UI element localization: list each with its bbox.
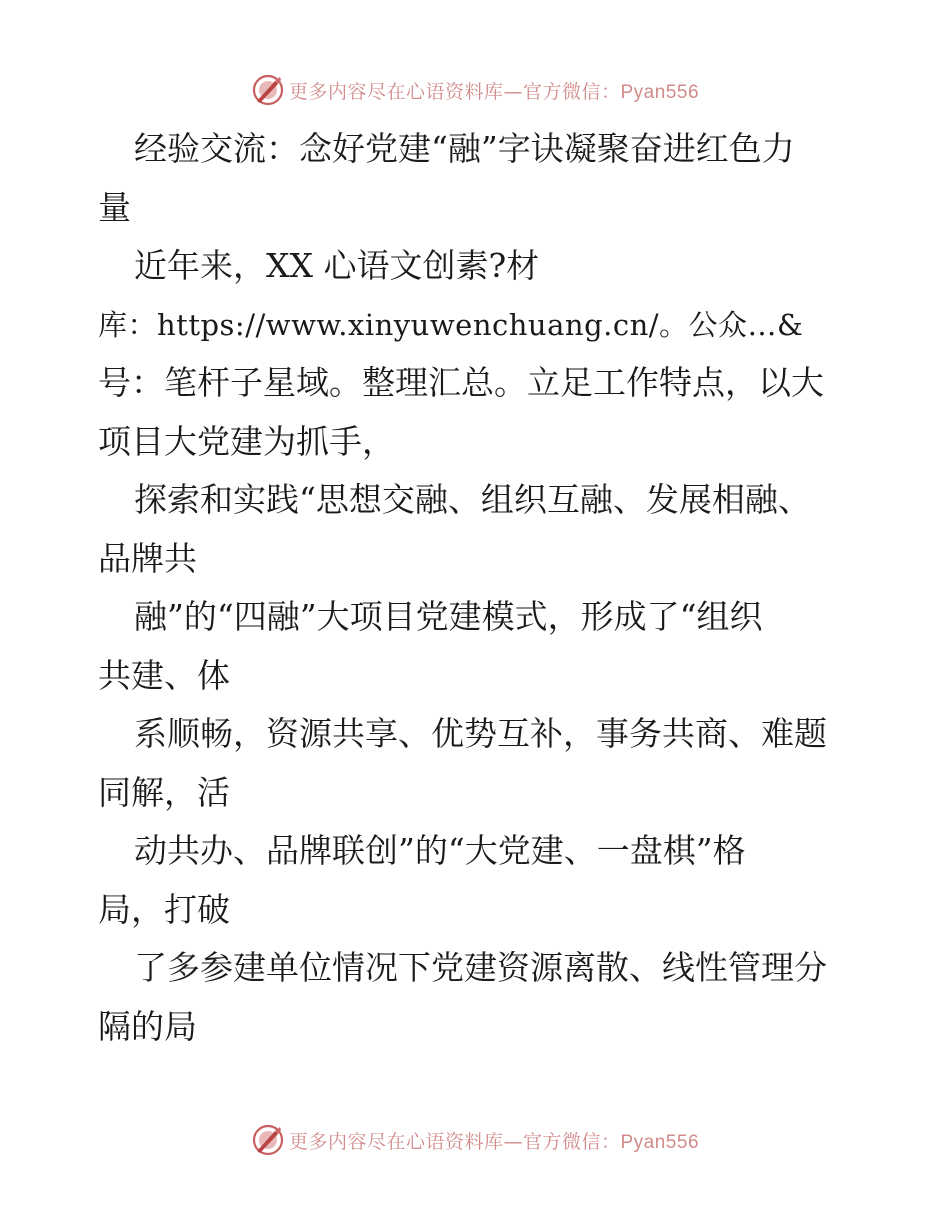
watermark-text: 更多内容尽在心语资料库—官方微信：Pyan556 [288, 1130, 700, 1153]
quill-pen-logo-icon [251, 73, 285, 107]
text-line: 动共办、品牌联创”的“大党建、一盘棋”格 [134, 831, 746, 870]
text-line: 品牌共 [98, 538, 197, 578]
text-line: 同解，活 [98, 772, 230, 812]
text-line: 了多参建单位情况下党建资源离散、线性管理分 [134, 948, 827, 987]
header-watermark [0, 70, 950, 110]
text-line: 库：https://www.xinyuwenchuang.cn/。公众…& [98, 307, 804, 342]
text-line: 融”的“四融”大项目党建模式，形成了“组织 [134, 597, 763, 636]
text-line: 隔的局 [98, 1006, 197, 1046]
text-line: 项目大党建为抓手， [98, 421, 395, 461]
document-body [98, 120, 858, 1056]
watermark-text: 更多内容尽在心语资料库—官方微信：Pyan556 [288, 80, 700, 103]
quill-pen-logo-icon [251, 1123, 285, 1157]
text-line: 号：笔杆子星域。整理汇总。立足工作特点，以大 [98, 363, 824, 402]
footer-watermark [0, 1120, 950, 1160]
text-line: 探索和实践“思想交融、组织互融、发展相融、 [134, 480, 811, 519]
text-line: 共建、体 [98, 655, 230, 695]
text-line: 经验交流：念好党建“融”字诀凝聚奋进红色力 [134, 129, 795, 168]
text-line: 系顺畅，资源共享、优势互补，事务共商、难题 [134, 714, 827, 753]
text-line: 局，打破 [98, 889, 230, 929]
text-line: 量 [98, 187, 131, 227]
text-line: 近年来，XX 心语文创素?材 [134, 246, 540, 285]
